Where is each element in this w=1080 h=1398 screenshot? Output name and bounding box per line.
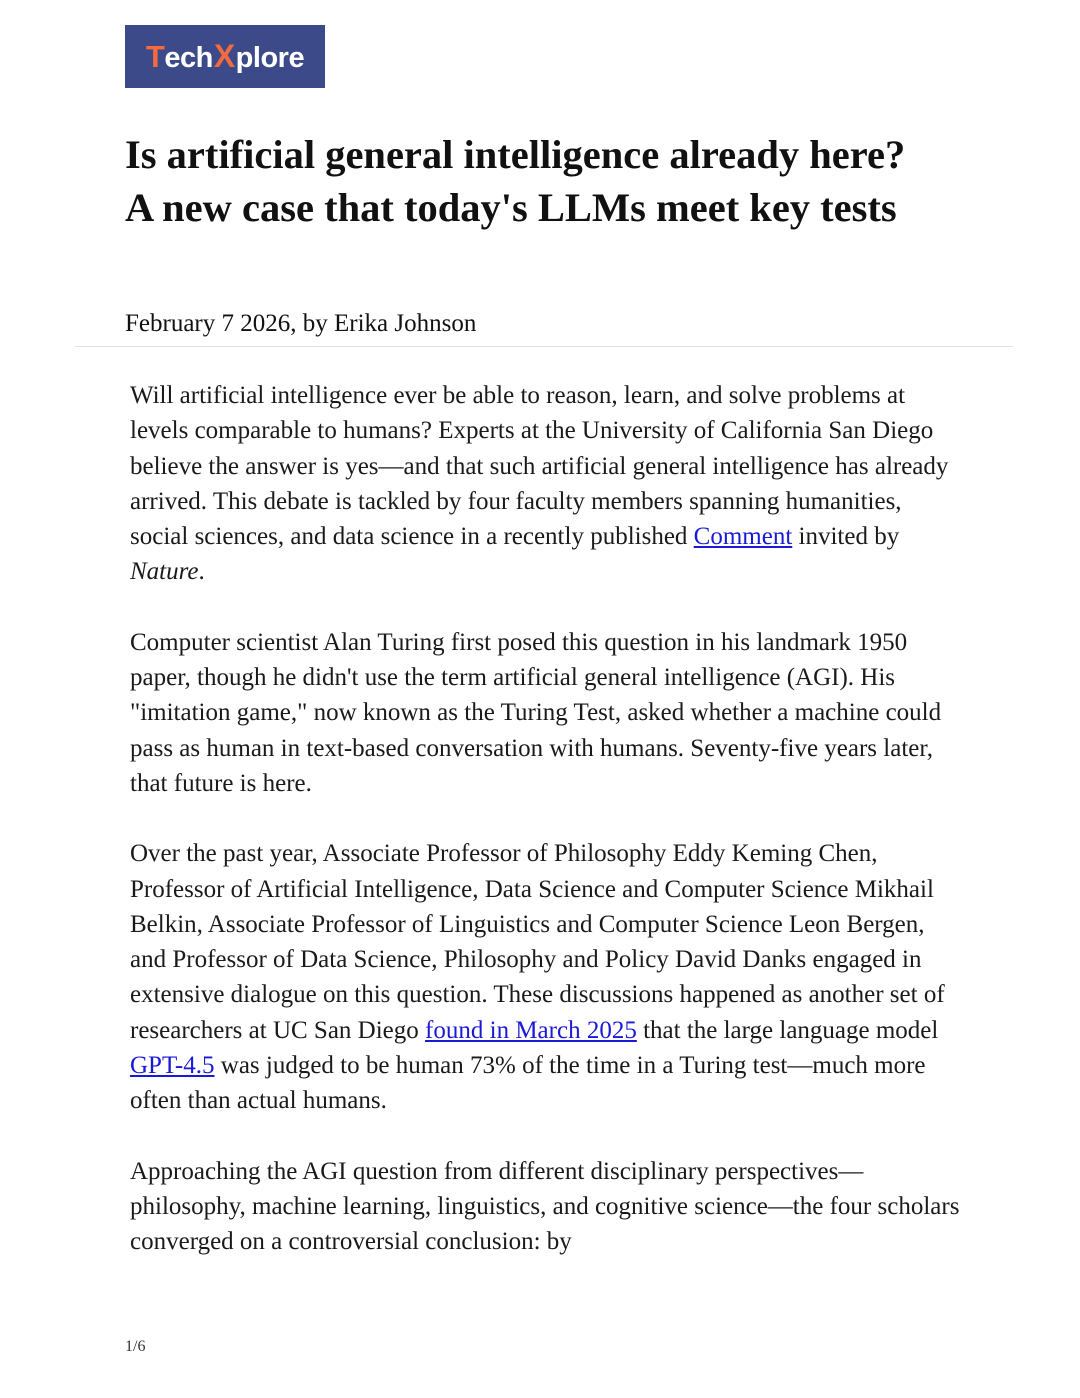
paragraph-3-text: Over the past year, Associate Professor of Philosophy Eddy Keming Chen, Professor of Artificial Intelligence, Data Science and Computer Science Mikhail Belkin, Associate Professor of Linguistics and Computer Science Leon Bergen, and Professor of Data Science, Philosophy and Policy David Danks engaged in extensive dialogue on this question. These discussions happened as another set of researchers at UC San Diego (130, 840, 945, 1044)
techxplore-logo[interactable] (125, 25, 325, 88)
logo-x: X (213, 38, 235, 74)
header-divider (75, 346, 1013, 347)
article-title-line-2: A new case that today's LLMs meet key tests (125, 185, 897, 230)
paragraph-3-text-middle: that the large language model (636, 1016, 939, 1044)
nature-journal-name: Nature (130, 558, 199, 586)
comment-link[interactable]: Comment (693, 523, 793, 551)
article-body (130, 378, 960, 1295)
found-in-march-2025-link[interactable]: found in March 2025 (425, 1016, 637, 1044)
logo-plore: plore (235, 42, 305, 74)
paragraph-1-text: Will artificial intelligence ever be able to reason, learn, and solve problems at levels comparable to humans? Experts at the University of California San Diego believe the answer is yes—and that such artificial general intelligence has already arrived. This debate is tackled by four faculty members spanning humanities, social sciences, and data science in a recently published (130, 382, 949, 551)
article-title (125, 128, 1005, 234)
page-number: 1/6 (125, 1338, 146, 1355)
paragraph-1-text-end: . (198, 558, 205, 586)
logo-t: T (145, 39, 165, 74)
logo-wordmark (146, 38, 304, 75)
gpt-4-5-link[interactable]: GPT-4.5 (130, 1052, 215, 1080)
logo-ech: ech (164, 42, 213, 74)
paragraph-2: Computer scientist Alan Turing first posed this question in his landmark 1950 paper, though he didn't use the term artificial general intelligence (AGI). His "imitation game," now known as the Turing Test, asked whether a machine could pass as human in text-based conversation with humans. Seventy-five years later, that future is here. (130, 628, 942, 797)
paragraph-1 (130, 378, 960, 590)
paragraph-1-text-middle: invited by (792, 523, 900, 551)
paragraph-3 (130, 836, 960, 1118)
paragraph-4: Approaching the AGI question from different disciplinary perspectives—philosophy, machine learning, linguistics, and cognitive science—the four scholars converged on a controversial conclusion: by (130, 1157, 960, 1256)
paragraph-3-text-end: was judged to be human 73% of the time in a Turing test—much more often than actual humans. (130, 1052, 926, 1115)
article-title-line-1: Is artificial general intelligence already here? (125, 132, 906, 177)
article-byline: February 7 2026, by Erika Johnson (125, 310, 477, 337)
